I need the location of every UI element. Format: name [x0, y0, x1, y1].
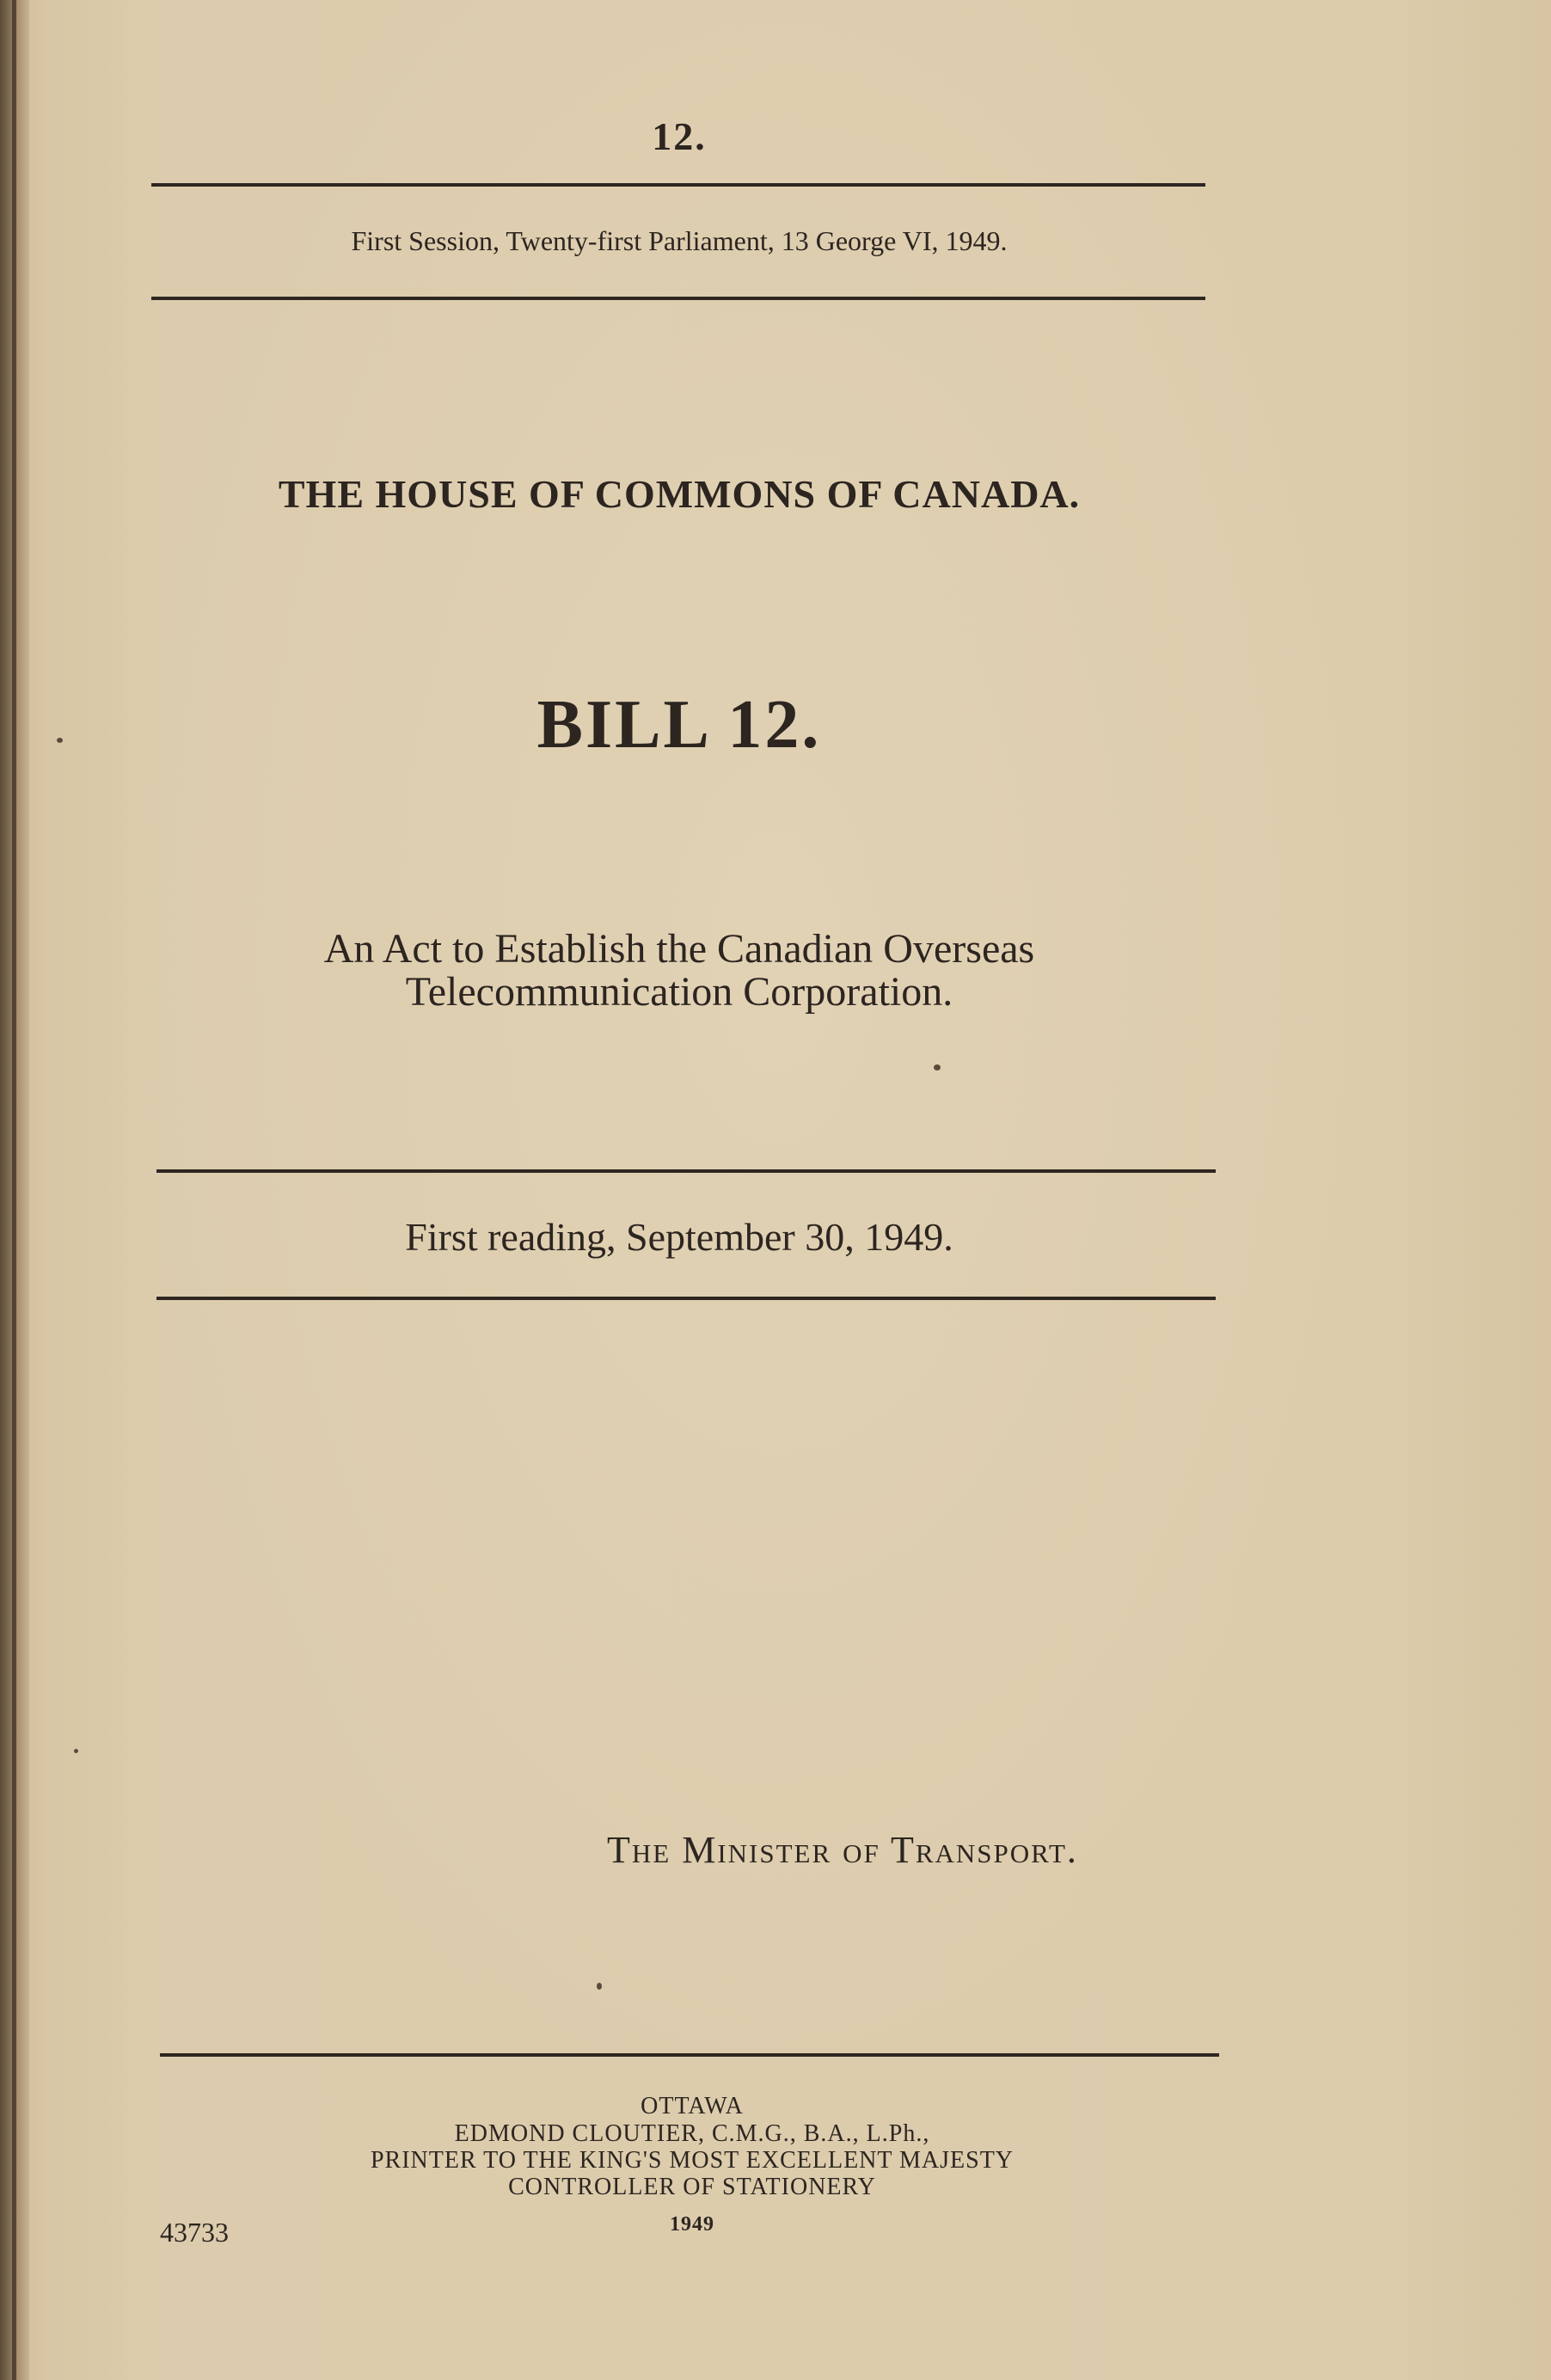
- reading-top-rule: [156, 1169, 1216, 1173]
- bill-title: BILL 12.: [536, 687, 822, 763]
- minister-signature: The Minister of Transport.: [607, 1829, 1078, 1871]
- imprint-controller: CONTROLLER OF STATIONERY: [508, 2174, 876, 2200]
- session-rule: [151, 297, 1205, 300]
- first-reading-line: First reading, September 30, 1949.: [405, 1215, 953, 1259]
- imprint-year: 1949: [670, 2213, 714, 2236]
- imprint-rule: [160, 2053, 1219, 2057]
- imprint-printer-title: PRINTER TO THE KING'S MOST EXCELLENT MAJESTY: [370, 2147, 1015, 2174]
- paper-speck: [74, 1749, 78, 1753]
- binding-shadow-line: [12, 0, 16, 2380]
- reading-bottom-rule: [156, 1297, 1216, 1300]
- imprint-city: OTTAWA: [641, 2093, 744, 2119]
- act-title-line-1: An Act to Establish the Canadian Overseas: [323, 926, 1035, 972]
- paper-speck: [57, 738, 63, 743]
- print-serial-number: 43733: [160, 2217, 229, 2248]
- top-rule: [151, 183, 1205, 187]
- session-line: First Session, Twenty-first Parliament, 13 George VI, 1949.: [351, 225, 1008, 256]
- house-heading: THE HOUSE OF COMMONS OF CANADA.: [278, 472, 1081, 516]
- act-title-line-2: Telecommunication Corporation.: [405, 969, 953, 1015]
- paper-speck: [597, 1983, 602, 1990]
- imprint-printer-name: EDMOND CLOUTIER, C.M.G., B.A., L.Ph.,: [454, 2120, 930, 2147]
- page-number: 12.: [652, 114, 707, 158]
- paper-speck: [934, 1064, 941, 1070]
